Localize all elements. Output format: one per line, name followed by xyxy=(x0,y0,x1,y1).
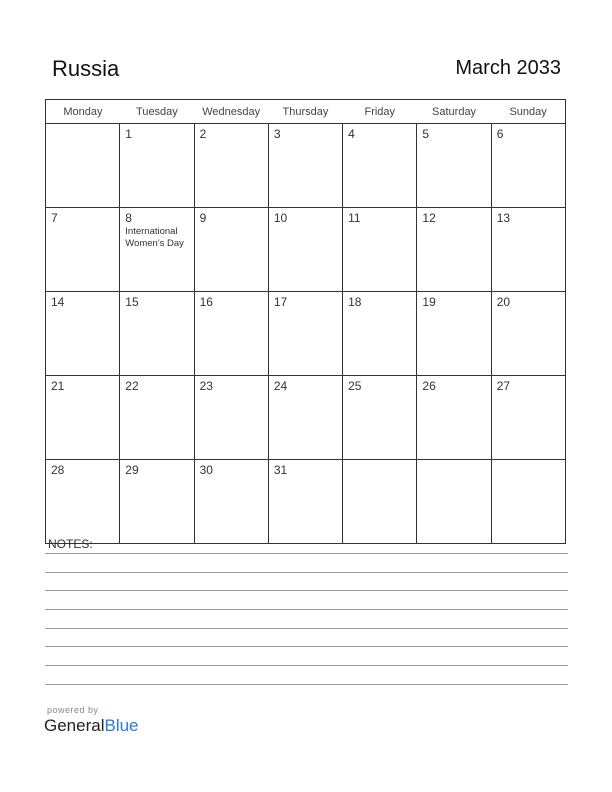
day-number: 29 xyxy=(125,463,139,477)
day-number: 5 xyxy=(422,127,430,141)
weekday-wednesday: Wednesday xyxy=(194,100,268,124)
week-row xyxy=(46,208,566,292)
day-cell xyxy=(194,292,268,376)
day-number: 23 xyxy=(199,379,213,393)
day-cell xyxy=(417,376,491,460)
day-cell xyxy=(194,208,268,292)
day-cell xyxy=(120,292,194,376)
weekday-friday: Friday xyxy=(343,100,417,124)
day-cell xyxy=(268,208,342,292)
day-number: 26 xyxy=(422,379,436,393)
week-row xyxy=(46,460,566,544)
day-cell xyxy=(120,208,194,292)
day-number: 21 xyxy=(51,379,65,393)
calendar-grid xyxy=(45,99,566,544)
day-cell xyxy=(120,124,194,208)
day-cell xyxy=(194,124,268,208)
day-cell xyxy=(491,460,565,544)
week-row xyxy=(46,376,566,460)
day-number: 19 xyxy=(422,295,436,309)
day-cell xyxy=(491,292,565,376)
day-cell xyxy=(343,460,417,544)
country-title: Russia xyxy=(52,56,120,81)
weekday-sunday: Sunday xyxy=(491,100,565,124)
day-number: 2 xyxy=(199,127,207,141)
week-row xyxy=(46,292,566,376)
day-cell xyxy=(491,124,565,208)
day-cell xyxy=(46,376,120,460)
day-cell xyxy=(268,124,342,208)
day-cell xyxy=(491,376,565,460)
day-cell xyxy=(343,376,417,460)
day-number: 17 xyxy=(273,295,288,309)
brand-general: General xyxy=(44,716,105,735)
day-number: 27 xyxy=(496,379,511,393)
weekday-monday: Monday xyxy=(46,100,120,124)
day-number: 7 xyxy=(51,211,58,225)
day-number: 11 xyxy=(348,211,361,225)
note-line xyxy=(45,665,568,666)
month-year-title: March 2033 xyxy=(455,57,561,79)
day-cell xyxy=(417,292,491,376)
day-number: 18 xyxy=(348,295,362,309)
day-cell xyxy=(343,124,417,208)
note-line xyxy=(45,628,568,629)
day-number: 30 xyxy=(199,463,213,477)
day-number: 13 xyxy=(496,211,511,225)
day-cell xyxy=(343,208,417,292)
note-line xyxy=(45,553,568,554)
day-number: 1 xyxy=(125,127,132,141)
day-cell xyxy=(120,460,194,544)
day-number: 24 xyxy=(273,379,288,393)
day-cell xyxy=(417,460,491,544)
note-line xyxy=(45,572,568,573)
notes-label: NOTES: xyxy=(48,537,93,551)
weekday-header-row xyxy=(46,100,566,124)
note-line xyxy=(45,590,568,591)
day-number: 22 xyxy=(125,379,139,393)
day-cell xyxy=(268,292,342,376)
note-line xyxy=(45,646,568,647)
week-row xyxy=(46,124,566,208)
note-line xyxy=(45,609,568,610)
day-number: 3 xyxy=(273,127,281,141)
day-number: 4 xyxy=(348,127,355,141)
day-number: 12 xyxy=(422,211,436,225)
generalblue-logo[interactable] xyxy=(44,716,139,736)
day-number: 20 xyxy=(496,295,511,309)
day-number: 28 xyxy=(51,463,65,477)
day-number: 15 xyxy=(125,295,139,309)
day-number: 25 xyxy=(348,379,362,393)
day-cell xyxy=(120,376,194,460)
day-number: 31 xyxy=(273,463,288,477)
day-cell xyxy=(46,208,120,292)
day-number: 6 xyxy=(496,127,504,141)
day-cell xyxy=(46,292,120,376)
day-cell xyxy=(343,292,417,376)
day-cell xyxy=(194,460,268,544)
day-number: 9 xyxy=(199,211,207,225)
day-number: 16 xyxy=(199,295,213,309)
day-cell xyxy=(417,124,491,208)
weekday-tuesday: Tuesday xyxy=(120,100,194,124)
note-line xyxy=(45,684,568,685)
weekday-thursday: Thursday xyxy=(268,100,342,124)
day-cell xyxy=(46,124,120,208)
powered-by-text: powered by xyxy=(47,705,99,715)
day-cell xyxy=(194,376,268,460)
brand-blue: Blue xyxy=(104,716,139,735)
day-number: 14 xyxy=(51,295,65,309)
weekday-saturday: Saturday xyxy=(417,100,491,124)
day-number: 8 xyxy=(125,211,132,225)
day-cell xyxy=(268,460,342,544)
day-cell xyxy=(417,208,491,292)
day-cell xyxy=(491,208,565,292)
holiday-label: International Women's Day xyxy=(125,226,184,249)
day-number: 10 xyxy=(273,211,288,225)
day-cell xyxy=(268,376,342,460)
day-cell xyxy=(46,460,120,544)
